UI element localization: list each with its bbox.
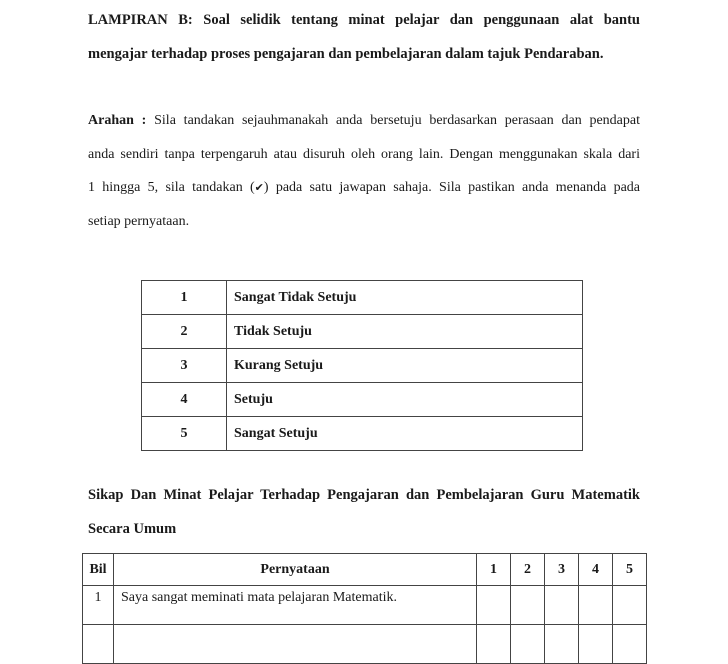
header-statement: Pernyataan (114, 554, 477, 586)
instructions-line-4: setiap pernyataan. (88, 214, 190, 229)
scale-row (142, 315, 583, 349)
instructions-line-2: anda sendiri tanpa terpengaruh atau disuruh oleh orang lain. Dengan menggunakan skala dari (88, 147, 640, 162)
survey-header-row (83, 554, 647, 586)
rating-cell-4[interactable] (579, 586, 613, 625)
rating-cell-3[interactable] (545, 586, 579, 625)
rating-cell-2[interactable] (511, 586, 545, 625)
scale-label: Setuju (227, 383, 583, 417)
header-scale-1: 1 (477, 554, 511, 586)
row-statement (114, 625, 477, 664)
scale-label: Sangat Setuju (227, 417, 583, 451)
instructions-text-3a: 1 hingga 5, sila tandakan ( (88, 180, 255, 195)
instructions-line-3 (88, 171, 640, 204)
instructions-line-1 (88, 104, 640, 137)
rating-cell-5[interactable] (613, 625, 647, 664)
check-icon: ✔ (254, 181, 264, 194)
rating-cell-4[interactable] (579, 625, 613, 664)
section-title-line-2: Secara Umum (88, 521, 177, 537)
scale-label: Tidak Setuju (227, 315, 583, 349)
scale-row (142, 417, 583, 451)
header-scale-3: 3 (545, 554, 579, 586)
scale-number: 2 (142, 315, 227, 349)
rating-cell-1[interactable] (477, 625, 511, 664)
row-bil: 1 (83, 586, 114, 625)
instructions-text-1: Sila tandakan sejauhmanakah anda bersetuju berdasarkan perasaan dan pendapat (154, 113, 641, 128)
header-bil: Bil (83, 554, 114, 586)
scale-row (142, 383, 583, 417)
table-row (83, 586, 647, 625)
rating-cell-1[interactable] (477, 586, 511, 625)
rating-cell-2[interactable] (511, 625, 545, 664)
survey-table (82, 553, 647, 664)
row-statement: Saya sangat meminati mata pelajaran Matematik. (114, 586, 477, 625)
section-title-line-1: Sikap Dan Minat Pelajar Terhadap Pengajaran dan Pembelajaran Guru Matematik (88, 487, 640, 503)
scale-row (142, 281, 583, 315)
row-bil (83, 625, 114, 664)
scale-number: 5 (142, 417, 227, 451)
scale-number: 4 (142, 383, 227, 417)
rating-cell-5[interactable] (613, 586, 647, 625)
appendix-title-line-1: LAMPIRAN B: Soal selidik tentang minat pelajar dan penggunaan alat bantu (88, 12, 640, 28)
rating-scale-table (141, 280, 583, 451)
header-scale-5: 5 (613, 554, 647, 586)
scale-label: Sangat Tidak Setuju (227, 281, 583, 315)
header-scale-4: 4 (579, 554, 613, 586)
header-scale-2: 2 (511, 554, 545, 586)
appendix-title-line-2: mengajar terhadap proses pengajaran dan pembelajaran dalam tajuk Pendaraban. (88, 46, 604, 62)
scale-row (142, 349, 583, 383)
scale-number: 3 (142, 349, 227, 383)
instructions-label: Arahan : (88, 113, 147, 128)
rating-cell-3[interactable] (545, 625, 579, 664)
scale-number: 1 (142, 281, 227, 315)
instructions-text-3b: ) pada satu jawapan sahaja. Sila pastikan anda menanda pada (263, 180, 640, 195)
table-row (83, 625, 647, 664)
scale-label: Kurang Setuju (227, 349, 583, 383)
